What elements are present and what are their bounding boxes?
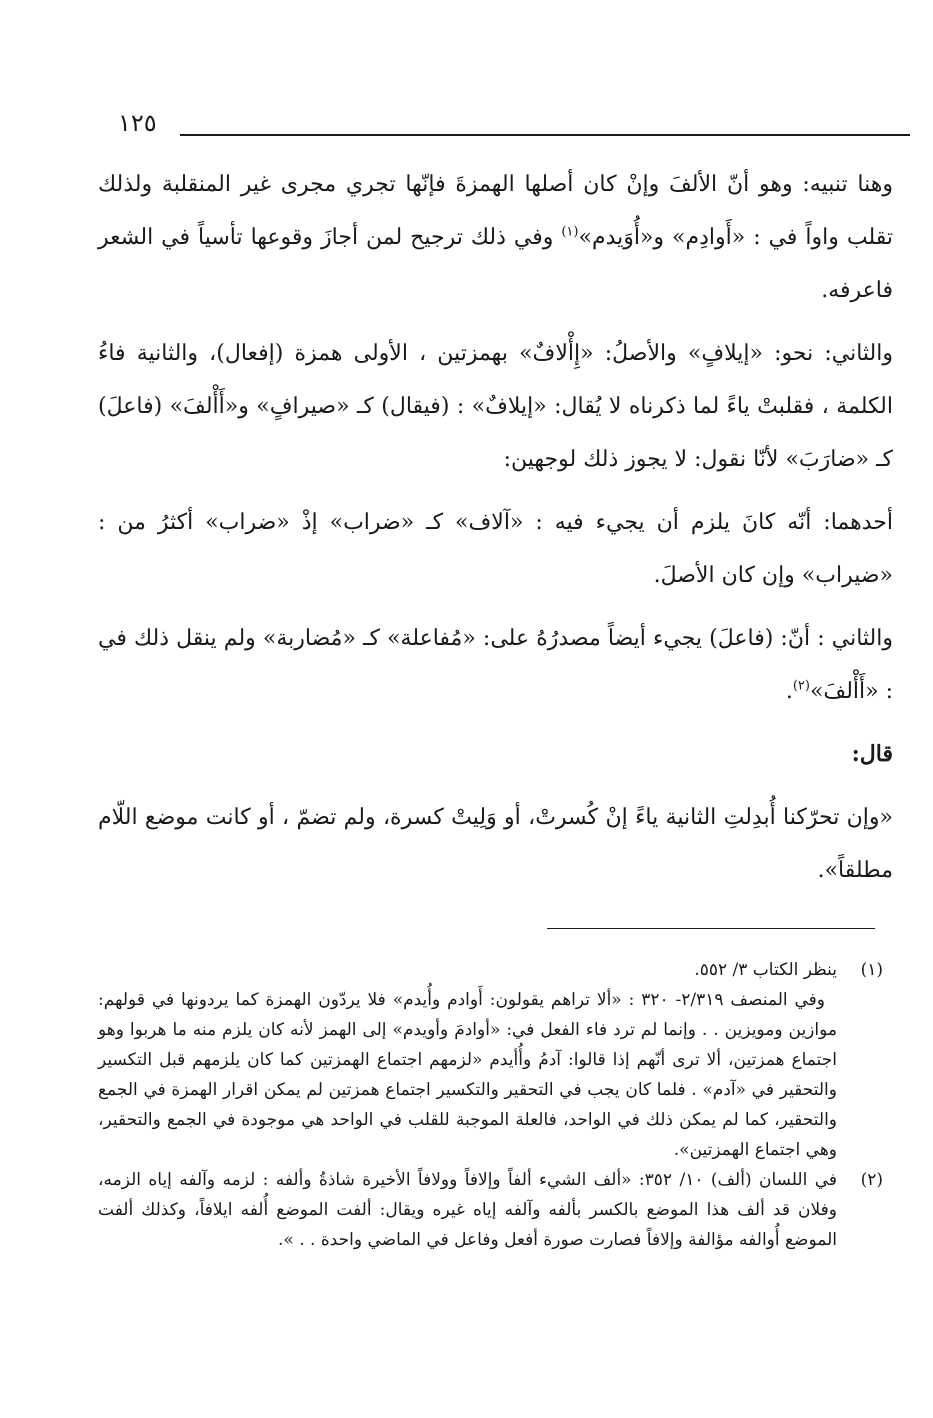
footnote-body [98,1165,837,1255]
header-rule [180,134,910,136]
paragraph-note [98,158,893,317]
paragraph-first-reason: أحدهما: أنّه كانَ يلزم أن يجيء فيه : «آلاف» كـ «ضراب» إذْ «ضراب» أكثرُ من : «ضيراب» وإن كان الأصلَ. [98,510,893,588]
footnote-ref-2: (٢) [792,678,810,694]
paragraph-text: والثاني : أنّ: (فاعلَ) يجيء أيضاً مصدرُهُ على: «مُفاعلة» كـ «مُضاربة» ولم ينقل ذلك في : «أَأْلفَ» [98,626,893,704]
footnote-ref-1: (١) [561,224,579,240]
quoted-rule: «وإن تحرّكنا أُبدِلتِ الثانية ياءً إنْ كُسرتْ، أو وَلِيتْ كسرة، ولم تضمّ ، أو كانت موضع اللّام مطلقاً». [98,805,893,883]
main-text [98,158,893,907]
footnote-line: في اللسان (ألف) ١٠/ ٣٥٢: «ألف الشيء ألفاً وإلافاً وولافاً الأخيرة شاذةُ وألفه : لزمه وآلفه إياه الزمه، وفلان قد ألف هذا الموضع بالكسر بألفه وآلفه إياه غيره ويقال: ألفت الموضع أُلفه ايلافاً، وكذلك ألفت الموضع أُوالفه مؤالفة وإلافاً فصارت صورة أفعل وفاعل في الماضي واحدة . . ». [98,1170,837,1250]
footnote-number: (١) [860,960,883,980]
qal-heading: قال: [851,741,893,767]
page-header [110,108,910,148]
footnote-body [98,955,837,1165]
footnote-separator [547,928,875,929]
footnote-line: ينظر الكتاب ٣/ ٥٥٢. [694,960,837,980]
paragraph-text: . [785,679,793,704]
page-number: ١٢٥ [118,109,157,137]
paragraph-text: وفي ذلك ترجيح لمن أجازَ وقوعها تأسياً في الشعر فاعرفه. [98,225,893,303]
paragraph-second-reason [98,612,893,718]
paragraph-second: والثاني: نحو: «إيلافٍ» والأصلُ: «إِأْلافٌ» بهمزتين ، الأولى همزة (إفعال)، والثانية فاءُ الكلمة ، فقلبتْ ياءً لما ذكرناه لا يُقال: «إيلافٌ» : (فيقال) كـ «صيرافٍ» و«أَأْلفَ» (فاعلَ) كـ «ضارَبَ» لأنّا نقول: لا يجوز ذلك لوجهين: [98,341,893,472]
footnote-2 [98,1165,883,1255]
footnote-1 [98,955,883,1165]
footnotes [98,955,883,1255]
footnote-number: (٢) [860,1170,883,1190]
paragraph-text: وهنا تنبيه: وهو أنّ الألفَ وإنْ كان أصلها الهمزةَ فإنّها تجري مجرى غير المنقلبة ولذلك تقلب واواً في : «أَوادِم» و«أُوَيدم» [98,172,893,250]
footnote-line: وفي المنصف ٢/٣١٩- ٣٢٠ : «ألا تراهم يقولون: أَوادم وأُيدم» فلا يردّون الهمزة كما يردونها في قولهم: موازين ومويزين . . وإنما لم ترد فاء الفعل في: «أوادمَ وأويدم» إلى الهمز لأنه كان يلزم منه ما هربوا وهو اجتماع همزتين، ألا ترى أنّهم إذا قالوا: آدمُ وأُأيدم «لزمهم اجتماع الهمزتين كما كان يلزمهم قبل التكسير والتحقير في «آدم» . فلما كان يجب في التحقير والتكسير اجتماع همزتين لم يمكن اقرار الهمزة في الجمع والتحقير، كما لم يمكن ذلك في الواحد، فالعلة الموجبة للقلب في الواحد هي موجودة في الجمع والتحقير، وهي اجتماع الهمزتين». [98,990,837,1160]
